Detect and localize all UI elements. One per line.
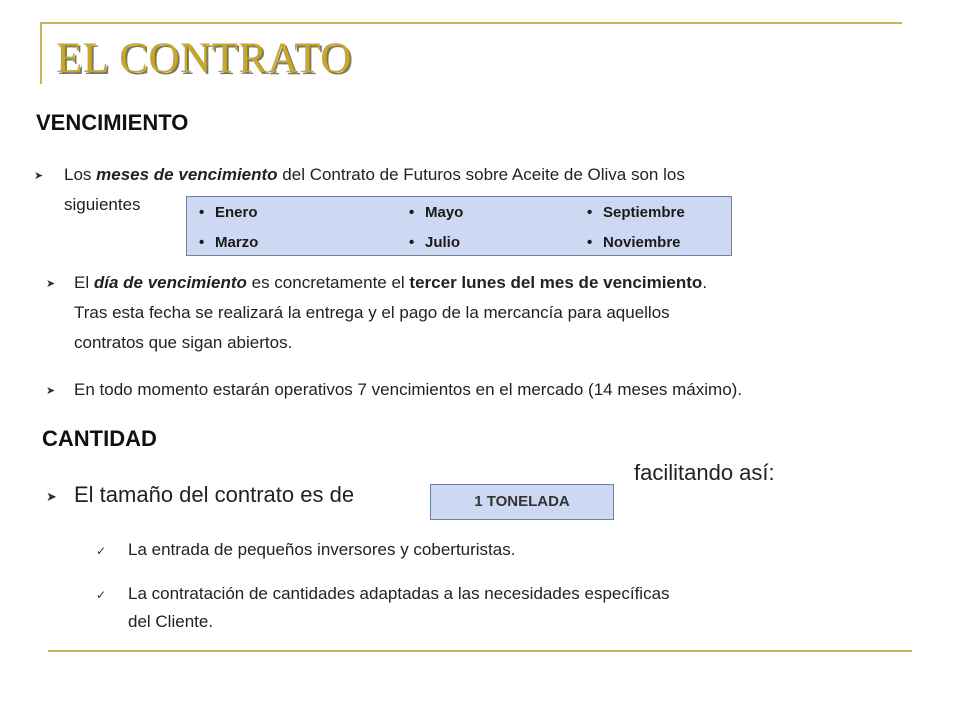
p1-line2: siguientes (64, 195, 141, 214)
p2-mid: es concretamente el (246, 273, 410, 292)
c2-line1: La contratación de cantidades adaptadas a las necesidades específicas (128, 584, 670, 603)
month-item: • Julio (409, 234, 461, 251)
arrow-bullet-icon: ➤ (46, 489, 57, 504)
month-item: • Marzo (199, 234, 259, 251)
p2-pre: El (74, 273, 94, 292)
p1-emphasis: meses de vencimiento (96, 165, 278, 184)
month-item: • Noviembre (587, 234, 681, 251)
arrow-bullet-icon: ➤ (46, 278, 56, 290)
frame-bottom-rule (48, 650, 912, 652)
checkmark-icon: ✓ (96, 588, 107, 602)
heading-cantidad: CANTIDAD (42, 426, 157, 451)
bullet-dot-icon: • (199, 234, 205, 251)
slide-title: EL CONTRATO (56, 35, 352, 82)
heading-vencimiento: VENCIMIENTO (36, 110, 189, 135)
frame-left-rule (40, 22, 42, 84)
tamano-text: El tamaño del contrato es de (74, 482, 355, 507)
bullet-dot-icon: • (199, 204, 205, 221)
paragraph-operativos: En todo momento estarán operativos 7 vencimientos en el mercado (14 meses máximo). (74, 380, 743, 399)
p1-post: del Contrato de Futuros sobre Aceite de Oliva son los (277, 165, 685, 184)
check-item-inversores: La entrada de pequeños inversores y coberturistas. (128, 540, 516, 559)
c2-line2: del Cliente. (128, 612, 214, 631)
checkmark-icon: ✓ (96, 544, 107, 558)
month-item: • Enero (199, 204, 258, 221)
p2-line3: contratos que sigan abiertos. (74, 333, 293, 352)
p2-strong: tercer lunes del mes de vencimiento (409, 273, 703, 292)
p2-post: . (702, 273, 708, 292)
paragraph-dia (74, 268, 944, 358)
tonelada-box: 1 TONELADA (430, 484, 614, 520)
bullet-dot-icon: • (587, 204, 593, 221)
bullet-dot-icon: • (409, 234, 415, 251)
arrow-bullet-icon: ➤ (46, 385, 56, 397)
bullet-dot-icon: • (587, 234, 593, 251)
p1-pre: Los (64, 165, 97, 184)
p2-line2: Tras esta fecha se realizará la entrega y el pago de la mercancía para aquellos (74, 303, 670, 322)
month-item: • Mayo (409, 204, 464, 221)
bullet-dot-icon: • (409, 204, 415, 221)
month-item: • Septiembre (587, 204, 685, 221)
arrow-bullet-icon: ➤ (34, 170, 44, 182)
months-box (186, 196, 732, 256)
p2-emphasis: día de vencimiento (93, 273, 247, 292)
frame-top-rule (40, 22, 902, 24)
check-item-contratacion (128, 580, 908, 636)
facilitando-text: facilitando así: (634, 460, 775, 485)
